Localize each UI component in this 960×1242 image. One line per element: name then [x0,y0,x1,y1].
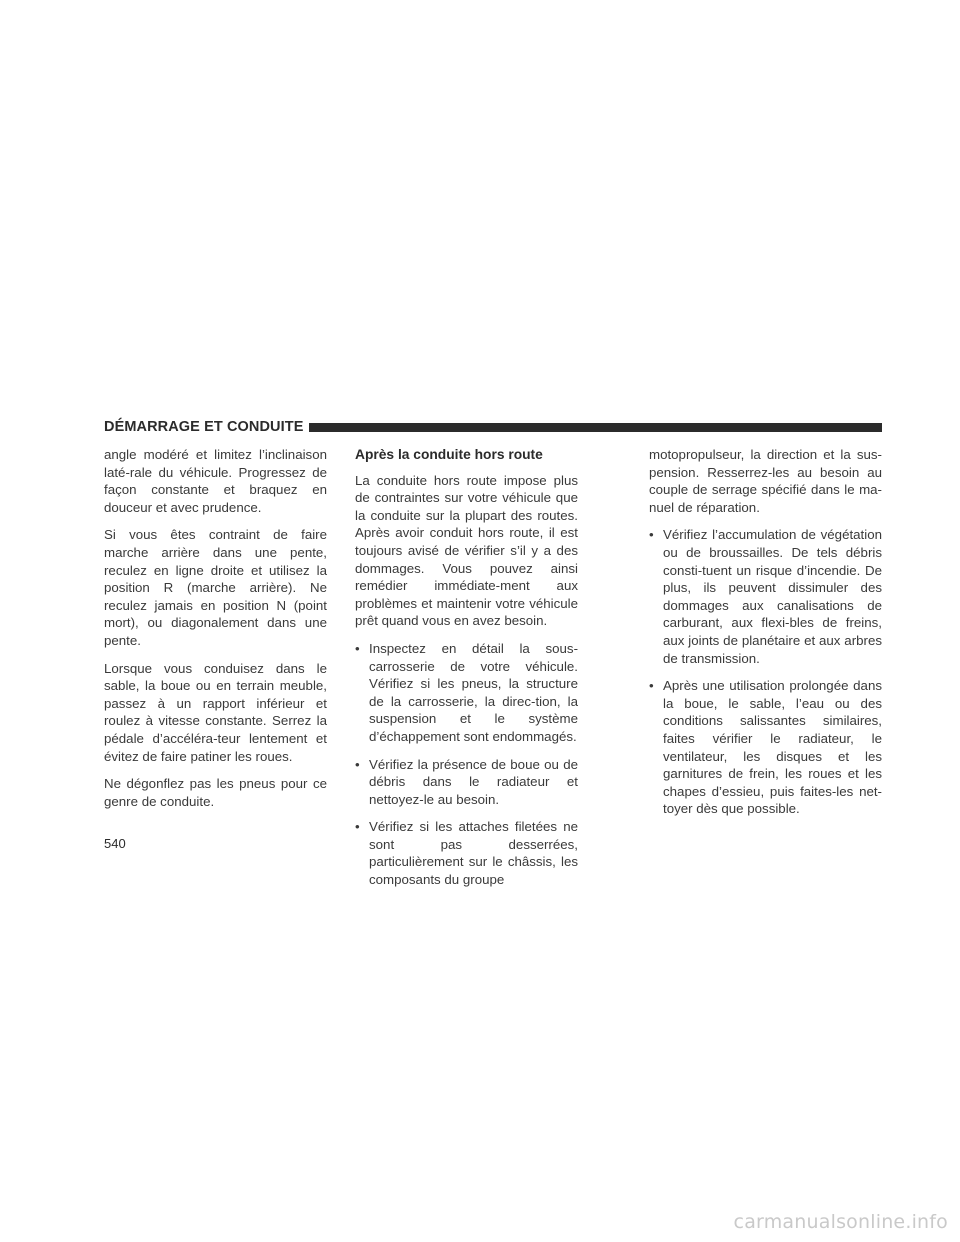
column-right [649,446,882,828]
page-number: 540 [104,836,126,851]
watermark: carmanualsonline.info [733,1211,948,1233]
paragraph: angle modéré et limitez l’inclinaison laté-rale du véhicule. Progressez de façon constante et braquez en douceur et avec prudence. [104,447,327,515]
column-left [104,446,327,820]
section-header [104,417,882,437]
subsection-heading: Après la conduite hors route [355,447,543,462]
list-item [649,526,882,667]
bullet-icon: • [649,678,654,694]
paragraph: Lorsque vous conduisez dans le sable, la boue ou en terrain meuble, passez à un rapport inférieur et roulez à vitesse constante. Serrez la pédale d’accéléra-teur lentement et évitez de faire patiner les roues. [104,660,327,764]
bullet-list [355,640,578,889]
list-item [649,677,882,818]
bullet-icon: • [355,640,360,656]
paragraph: Si vous êtes contraint de faire marche arrière dans une pente, reculez en ligne droite et utilisez la position R (marche arrière). Ne reculez jamais en position N (point mort), ou diagonalement dans une pente. [104,527,327,648]
list-item [355,818,578,888]
list-item-text: Vérifiez la présence de boue ou de débris dans le radiateur et nettoyez-le au besoin. [369,756,578,807]
bullet-icon: • [355,756,360,772]
paragraph: La conduite hors route impose plus de contraintes sur votre véhicule que la conduite sur la plupart des routes. Après avoir conduit hors route, il est toujours avisé de vérifier s’il y a des dommages. Vous pouvez ainsi remédier immédiate-ment aux problèmes et maintenir votre véhicule prêt quand vous en avez besoin. [355,472,578,629]
list-item-text: Inspectez en détail la sous-carrosserie de votre véhicule. Vérifiez si les pneus, la structure de la carrosserie, la direc-tion, la suspension et le système d’échappement sont endommagés. [369,640,578,744]
paragraph: Ne dégonflez pas les pneus pour ce genre de conduite. [104,776,327,809]
header-rule [309,423,882,432]
list-item [355,756,578,809]
bullet-icon: • [649,527,654,543]
list-item-text: Vérifiez l’accumulation de végétation ou de broussailles. De tels débris consti-tuent un risque d’incendie. De plus, ils peuvent dissimuler des dommages aux canalisations de carburant, aux flexi-bles de freins, aux joints de planétaire et aux arbres de transmission. [663,527,882,666]
list-item-text: Après une utilisation prolongée dans la boue, le sable, l’eau ou des conditions salissantes similaires, faites vérifier le radiateur, le ventilateur, les disques et les garnitures de frein, les roues et les chapes d’essieu, puis faites-les net-toyer dès que possible. [663,678,882,817]
list-item-continuation: motopropulseur, la direction et la sus-pension. Resserrez-les au besoin au couple de serrage spécifié dans le ma-nuel de réparation. [649,447,882,515]
column-middle [355,446,578,899]
bullet-list [649,526,882,818]
section-title: DÉMARRAGE ET CONDUITE [104,419,304,435]
bullet-icon: • [355,819,360,835]
list-item-text: Vérifiez si les attaches filetées ne sont pas desserrées, particulièrement sur le châssis, les composants du groupe [369,819,578,888]
list-item [355,640,578,746]
